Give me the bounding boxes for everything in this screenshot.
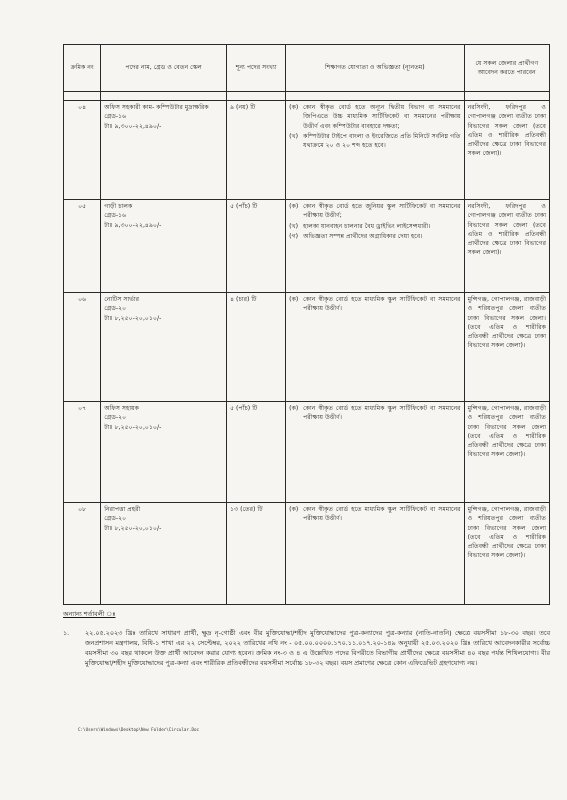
row-qualification <box>286 200 464 293</box>
term-number: ১. <box>63 628 70 637</box>
qualification-text: কোন স্বীকৃত বোর্ড হতে অন্যূন দ্বিতীয় বিভাগ বা সমমানের জিপিএতে উচ্চ মাধ্যমিক সার্টিফিকেট বা সমমানের পরীক্ষায় উত্তীর্ণ এবং কম্পিউটার ব্যবহারে দক্ষতা; <box>303 104 461 130</box>
qualification-item <box>289 222 460 231</box>
post-name: অফিস সহায়ক <box>104 405 140 412</box>
row-serial: ০৪ <box>64 101 101 200</box>
post-grade: গ্রেড-১৬ <box>104 212 127 220</box>
vacancy-table <box>63 44 550 605</box>
qualification-text: কম্পিউটার টাইপে বাংলা ও ইংরেজিতে প্রতি মিনিটে সর্বনিম্ন গতি যথাক্রমে ২০ ও ২০ শব্দ হতে হবে। <box>303 132 461 150</box>
post-name: নিরাপত্তা প্রহরী <box>104 506 141 513</box>
table-spacer-row <box>64 92 550 101</box>
row-post <box>101 200 227 293</box>
row-districts: মুন্সিগঞ্জ, গোপালগঞ্জ, রাজবাড়ী ও শরিয়তপুর জেলা ব্যতীত ঢাকা বিভাগের সকল জেলা (তবে এতিম ও শারীরিক প্রতিবন্ধী প্রার্থীদের ক্ষেত্রে ঢাকা বিভাগের সকল জেলা)। <box>464 503 549 605</box>
qualification-item <box>289 103 460 131</box>
row-vacancy: ১৩ (তের) টি <box>227 503 286 605</box>
qualification-item <box>289 505 460 524</box>
qualification-label: (ক) <box>289 203 299 210</box>
header-serial: ক্রমিক নং <box>64 45 101 92</box>
header-vacancy: শূন্য পদের সংখ্যা <box>227 45 286 92</box>
row-vacancy: ৪ (চার) টি <box>227 293 286 402</box>
table-row <box>64 402 550 503</box>
post-grade: গ্রেড-২০ <box>104 305 127 313</box>
qualification-text: কোন স্বীকৃত বোর্ড হতে মাধ্যমিক স্কুল সার্টিফিকেট বা সমমানের পরীক্ষায় উত্তীর্ণ। <box>303 405 461 422</box>
qualification-text: কোন স্বীকৃত বোর্ড হতে মাধ্যমিক স্কুল সার্টিফিকেট বা সমমানের পরীক্ষায় উত্তীর্ণ। <box>303 506 461 523</box>
other-terms-section <box>63 610 550 669</box>
qualification-item <box>289 404 460 423</box>
qualification-label: (ক) <box>289 104 299 111</box>
header-qualification: শিক্ষাগত যোগ্যতা ও অভিজ্ঞতা (ন্যূনতম) <box>286 45 464 92</box>
qualification-text: অভিজ্ঞতা সম্পন্ন প্রার্থীদের অগ্রাধিকার দেয়া হবে। <box>303 232 423 240</box>
row-districts: নরসিংদী, ফরিদপুর ও গোপালগঞ্জ জেলা ব্যতীত ঢাকা বিভাগের সকল জেলা (তবে এতিম ও শারীরিক প্রতিবন্ধী প্রার্থীদের ক্ষেত্রে ঢাকা বিভাগের সকল জেলা)। <box>464 101 549 200</box>
row-vacancy: ৫ (পাঁচ) টি <box>227 402 286 503</box>
qualification-label: (খ) <box>289 222 299 230</box>
row-serial: ০৬ <box>64 293 101 402</box>
header-districts: যে সকল জেলার প্রার্থীগণ আবেদন করতে পারবেন <box>464 45 549 92</box>
row-qualification <box>286 101 464 200</box>
qualification-item <box>289 295 460 314</box>
qualification-label: (খ) <box>289 132 299 140</box>
post-name: অফিস সহকারী কাম- কম্পিউটার মুদ্রাক্ষরিক <box>104 104 209 111</box>
row-serial: ০৫ <box>64 200 101 293</box>
row-post <box>101 101 227 200</box>
post-grade: গ্রেড-২০ <box>104 515 127 523</box>
terms-title: অন্যান্য শর্তাবলী ঃ <box>63 610 116 618</box>
row-vacancy: ৯ (নয়) টি <box>227 101 286 200</box>
row-districts: মুন্সিগঞ্জ, গোপালগঞ্জ, রাজবাড়ী ও শরিয়তপুর জেলা ব্যতীত ঢাকা বিভাগের সকল জেলা। (তবে এতিম ও শারীরিক প্রতিবন্ধী প্রার্থীদের ক্ষেত্রে ঢাকা বিভাগের সকল জেলা)। <box>464 293 549 402</box>
row-qualification <box>286 293 464 402</box>
qualification-text: কোন স্বীকৃত বোর্ড হতে জুনিয়র স্কুল সার্টিফিকেট বা সমমানের পরীক্ষায় উত্তীর্ণ; <box>303 203 461 220</box>
row-post <box>101 503 227 605</box>
table-row <box>64 101 550 200</box>
post-scale: টাঃ ৮,২৫০-২০,০১০/- <box>104 314 162 322</box>
post-name: গাড়ী চালক <box>104 203 133 210</box>
post-scale: টাঃ ৯,৩০০-২২,৪৯০/- <box>104 122 162 130</box>
table-row <box>64 200 550 293</box>
qualification-label: (ক) <box>289 405 299 412</box>
table-header-row <box>64 45 550 92</box>
row-qualification <box>286 503 464 605</box>
post-name: নোটিস সার্ভার <box>104 296 140 303</box>
row-districts: নরসিংদী, ফরিদপুর ও গোপালগঞ্জ জেলা ব্যতীত ঢাকা বিভাগের সকল জেলা (তবে এতিম ও শারীরিক প্রতিবন্ধী প্রার্থীদের ক্ষেত্রে ঢাকা বিভাগের সকল জেলা)। <box>464 200 549 293</box>
row-post <box>101 402 227 503</box>
header-post: পদের নাম, গ্রেড ও বেতন স্কেল <box>101 45 227 92</box>
qualification-label: (ক) <box>289 296 299 303</box>
row-vacancy: ৫ (পাঁচ) টি <box>227 200 286 293</box>
qualification-item <box>289 232 460 241</box>
post-grade: গ্রেড-১৬ <box>104 113 127 121</box>
file-path-footer: C:\Users\Windows\Desktop\New Folder\Circular.Doc <box>78 727 200 732</box>
term-item <box>63 629 550 669</box>
post-scale: টাঃ ৯,৩০০-২২,৪৯০/- <box>104 221 162 229</box>
row-districts: মুন্সিগঞ্জ, গোপালগঞ্জ, রাজবাড়ী ও শরিয়তপুর জেলা ব্যতীত ঢাকা বিভাগের সকল জেলা (তবে এতিম ও শারীরিক প্রতিবন্ধী প্রার্থীদের ক্ষেত্রে ঢাকা বিভাগের সকল জেলা)। <box>464 402 549 503</box>
qualification-text: হালকা যানবাহন চালনার বৈধ ড্রাইভিং লাইসেন্সধারী। <box>303 222 431 230</box>
row-post <box>101 293 227 402</box>
post-grade: গ্রেড-২০ <box>104 414 127 422</box>
post-scale: টাঃ ৮,২৫০-২০,০১০/- <box>104 524 162 532</box>
qualification-text: কোন স্বীকৃত বোর্ড হতে মাধ্যমিক স্কুল সার্টিফিকেট বা সমমানের পরীক্ষায় উত্তীর্ণ। <box>303 296 461 313</box>
row-serial: ০৭ <box>64 402 101 503</box>
table-row <box>64 503 550 605</box>
qualification-item <box>289 202 460 221</box>
qualification-item <box>289 132 460 151</box>
post-scale: টাঃ ৮,২৫০-২০,০১০/- <box>104 423 162 431</box>
row-serial: ০৮ <box>64 503 101 605</box>
term-text: ২২.০৫.২০২৩ খ্রিঃ তারিখে সাধারণ প্রার্থী, ক্ষুদ্র নৃ-গোষ্ঠী এবং বীর মুক্তিযোদ্ধা/শহীদ মুক্তিযোদ্ধাদের পুত্র-কন্যাদের পুত্র-কন্যার (নাতি-নাতনি) ক্ষেত্রে বয়সসীমা ১৮-৩০ বছর। তবে জনপ্রশাসন মন্ত্রণালয়, বিধি-১ শাখা এর ২২ সেপ্টেম্বর, ২০২২ তারিখের নথি নং - ০৫.০০.০০০০.১৭০.১১.০১৭.২০-১৪৯ অনুযায়ী ২৫.০৩.২০২০ খ্রিঃ তারিখে আবেদনকারীর সর্বোচ্চ বয়সসীমা ৩০ বছর থাকলে উক্ত প্রার্থী আবেদন করার যোগ্য হবেন। ক্রমিক নং-৩ ও ৪ এ উল্লেখিত পদের বিপরীতে বিভাগীয় প্রার্থীদের ক্ষেত্রে বয়সসীমা ৪০ বছর পর্যন্ত শিথিলযোগ্য। বীর মুক্তিযোদ্ধা/শহীদ মুক্তিযোদ্ধাদের পুত্র-কন্যা এবং শারীরিক প্রতিবন্ধীদের বয়সসীমা সর্বোচ্চ ১৮-৩২ বছর। বয়স প্রমাণের ক্ষেত্রে কোন এফিডেভিট গ্রহণযোগ্য নয়। <box>85 628 551 667</box>
qualification-label: (ক) <box>289 506 299 513</box>
table-row <box>64 293 550 402</box>
row-qualification <box>286 402 464 503</box>
qualification-label: (গ) <box>289 232 299 240</box>
